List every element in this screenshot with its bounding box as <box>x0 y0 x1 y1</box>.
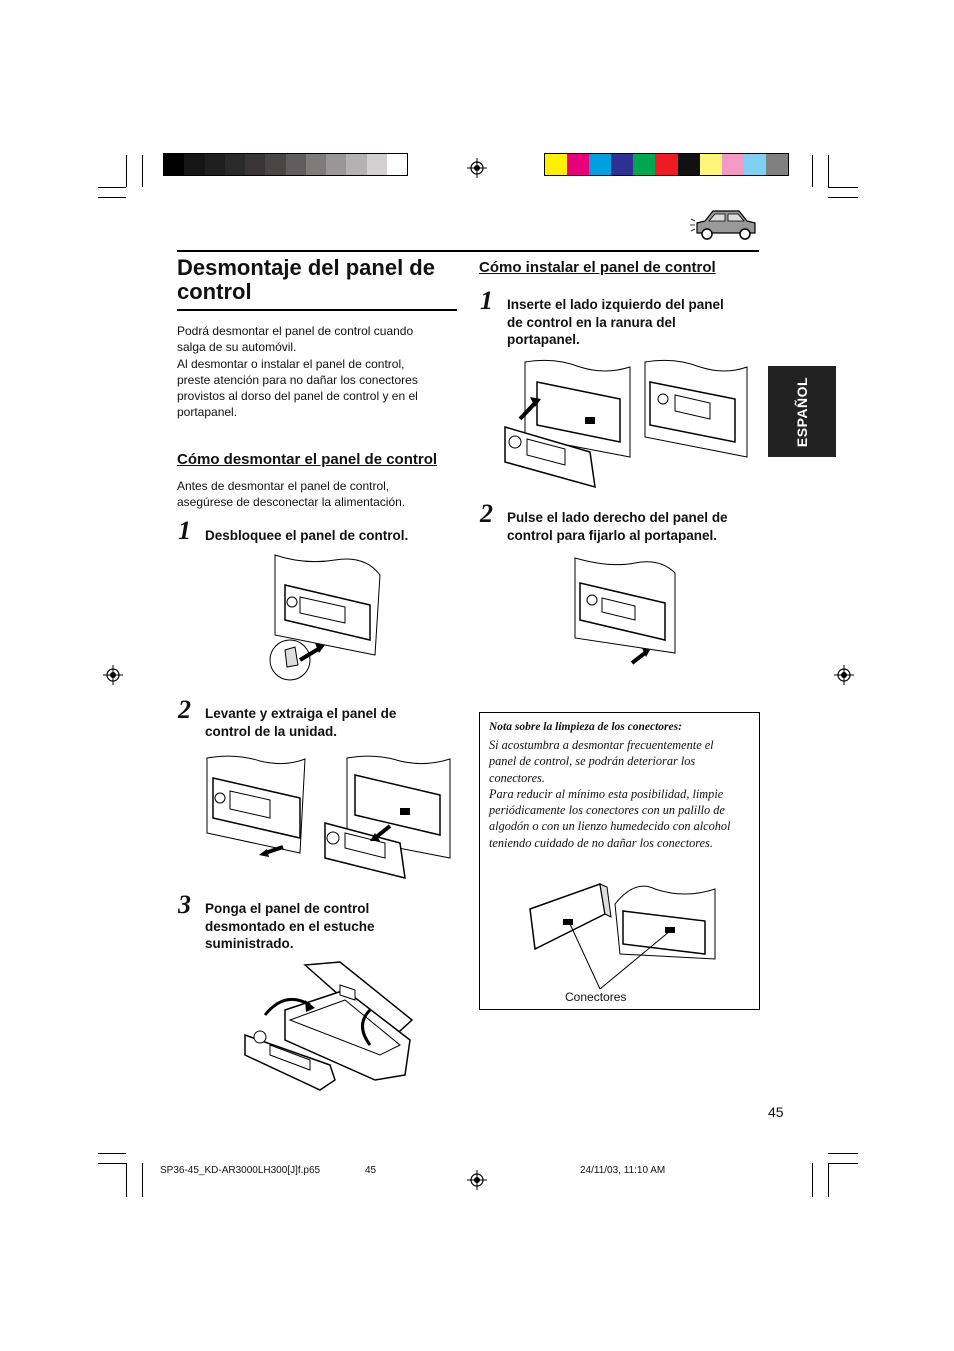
registration-mark-left <box>103 665 123 685</box>
step-line: control para fijarlo al portapanel. <box>507 527 718 543</box>
connectors-figure <box>525 859 725 979</box>
intro-line: provistos al dorso del panel de control y en el <box>177 389 418 404</box>
insert-panel-figure <box>495 357 750 492</box>
color-swatch <box>184 154 204 175</box>
step-line: desmontado en el estuche <box>205 918 375 934</box>
color-swatch <box>611 154 633 175</box>
footer-page: 45 <box>365 1165 377 1176</box>
step-line: de control en la ranura del <box>507 314 676 330</box>
note-line: Si acostumbra a desmontar frecuentemente el <box>489 738 714 752</box>
install-step-1-text <box>507 296 724 349</box>
note-heading: Nota sobre la limpieza de los conectores: <box>489 721 682 733</box>
color-swatch <box>700 154 722 175</box>
install-step-2-number: 2 <box>480 499 493 528</box>
note-line: periódicamente los conectores con un palillo de <box>489 803 725 818</box>
registration-mark-bottom <box>467 1170 487 1190</box>
title-rule <box>177 309 457 311</box>
cleaning-note-box <box>479 712 760 1010</box>
step-line: Ponga el panel de control <box>205 901 370 916</box>
color-swatch <box>387 154 407 175</box>
color-swatch <box>766 154 788 175</box>
color-swatch <box>286 154 306 175</box>
intro-line: salga de su automóvil. <box>177 340 297 355</box>
step-line: Levante y extraiga el panel de <box>205 706 397 721</box>
color-swatch <box>245 154 265 175</box>
note-line: panel de control, se podrán deteriorar los <box>489 754 696 769</box>
attach-panel-figure <box>570 558 680 673</box>
unlock-panel-figure <box>265 555 385 685</box>
color-swatch <box>205 154 225 175</box>
remove-step-3-number: 3 <box>178 890 191 919</box>
step-line: portapanel. <box>507 332 580 347</box>
color-swatch <box>326 154 346 175</box>
color-swatch <box>346 154 366 175</box>
remove-step-1-text <box>205 527 408 545</box>
page-title: Desmontaje del panel de control <box>177 255 435 304</box>
color-swatch <box>722 154 744 175</box>
header-rule <box>177 250 759 252</box>
step-line: Inserte el lado izquierdo del panel <box>507 297 724 312</box>
remove-step-2-text <box>205 705 396 740</box>
note-body <box>489 737 754 851</box>
color-swatch <box>744 154 766 175</box>
intro-line: preste atención para no dañar los conectores <box>177 372 418 387</box>
extract-panel-figure <box>205 753 455 883</box>
section-tab <box>768 366 836 457</box>
note-line: algodón o con un lienzo humedecido con alcohol <box>489 819 731 834</box>
color-calibration-bar <box>544 153 789 176</box>
step-line: Pulse el lado derecho del panel de <box>507 510 728 525</box>
footer-filename: SP36-45_KD-AR3000LH300[J]f.p65 <box>160 1165 321 1176</box>
remove-intro-line: asegúrese de desconectar la alimentación. <box>177 495 406 510</box>
color-swatch <box>225 154 245 175</box>
color-swatch <box>567 154 589 175</box>
color-swatch <box>678 154 700 175</box>
color-swatch <box>545 154 567 175</box>
carrying-case-figure <box>240 960 420 1100</box>
note-line: Para reducir al mínimo esta posibilidad, limpie <box>489 786 724 801</box>
step-line: control de la unidad. <box>205 723 338 739</box>
step-line: suministrado. <box>205 936 294 951</box>
remove-step-2-number: 2 <box>178 695 191 724</box>
intro-text <box>177 323 457 421</box>
color-swatch <box>367 154 387 175</box>
registration-mark-right <box>834 665 854 685</box>
color-swatch <box>164 154 184 175</box>
intro-line: Al desmontar o instalar el panel de control, <box>177 356 405 371</box>
intro-line: Podrá desmontar el panel de control cuando <box>177 324 414 338</box>
connectors-label: Conectores <box>565 990 627 1004</box>
section-tab-label: ESPAÑOL <box>794 376 810 447</box>
note-line: teniendo cuidado de no dañar los conectores. <box>489 835 713 850</box>
gray-calibration-bar <box>163 153 408 176</box>
color-swatch <box>265 154 285 175</box>
registration-mark-top <box>467 158 487 178</box>
remove-step-3-text <box>205 900 375 953</box>
color-swatch <box>306 154 326 175</box>
page-number: 45 <box>768 1104 784 1120</box>
remove-intro-line: Antes de desmontar el panel de control, <box>177 479 390 493</box>
install-heading: Cómo instalar el panel de control <box>479 259 716 276</box>
remove-intro <box>177 478 457 511</box>
install-step-1-number: 1 <box>480 286 493 315</box>
color-swatch <box>633 154 655 175</box>
remove-heading: Cómo desmontar el panel de control <box>177 451 438 468</box>
color-swatch <box>655 154 677 175</box>
intro-line: portapanel. <box>177 405 238 420</box>
note-line: conectores. <box>489 770 545 785</box>
footer-date: 24/11/03, 11:10 AM <box>580 1165 666 1176</box>
install-step-2-text <box>507 509 728 544</box>
remove-step-1-number: 1 <box>178 516 191 545</box>
color-swatch <box>589 154 611 175</box>
car-icon <box>689 205 759 241</box>
step-line: Desbloquee el panel de control. <box>205 528 409 543</box>
